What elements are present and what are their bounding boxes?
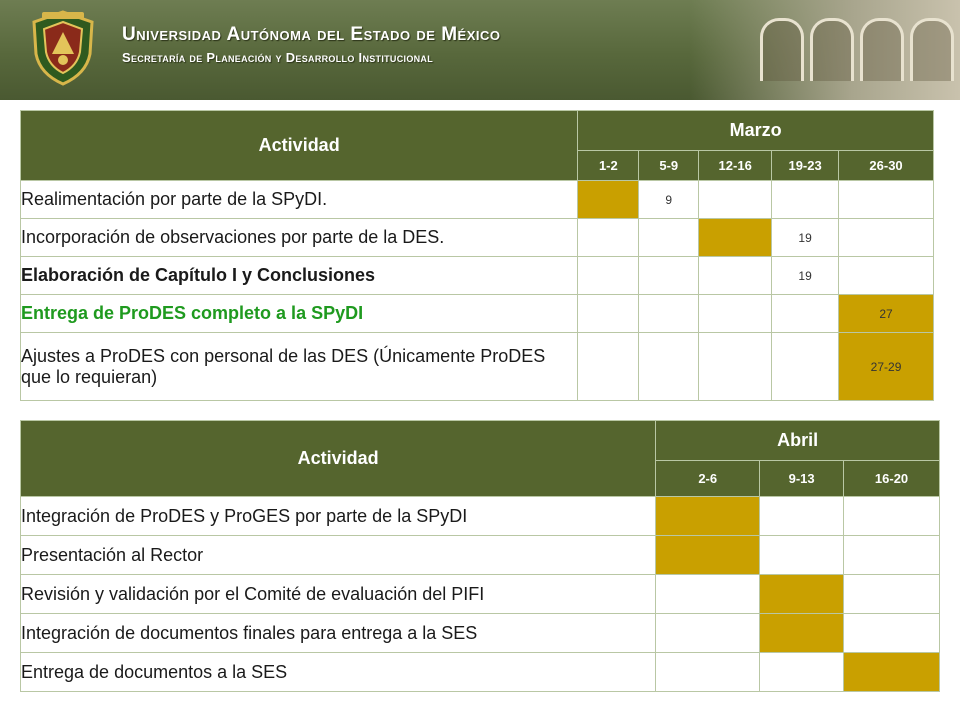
week-header: 12-16 (699, 151, 772, 181)
activity-cell: Presentación al Rector (21, 536, 656, 575)
university-title: Universidad Autónoma del Estado de México (122, 24, 501, 45)
building-photo (690, 0, 960, 100)
schedule-cell-filled (844, 653, 940, 692)
table-row (21, 333, 934, 401)
schedule-cell-filled (699, 219, 772, 257)
schedule-cell-filled (760, 614, 844, 653)
table-row (21, 219, 934, 257)
table-row (21, 257, 934, 295)
schedule-cell (639, 333, 699, 401)
schedule-cell (839, 257, 934, 295)
schedule-cell (760, 653, 844, 692)
arch-shape (910, 18, 954, 81)
schedule-cell: 19 (772, 219, 839, 257)
university-crest-icon (28, 8, 98, 86)
activity-header: Actividad (21, 421, 656, 497)
schedule-cell (699, 295, 772, 333)
secretariat-subtitle: Secretaría de Planeación y Desarrollo Institucional (122, 50, 434, 65)
activity-cell: Incorporación de observaciones por parte de la DES. (21, 219, 578, 257)
activity-cell: Integración de ProDES y ProGES por parte de la SPyDI (21, 497, 656, 536)
schedule-cell (844, 614, 940, 653)
schedule-cell-filled (656, 497, 760, 536)
schedule-cell (639, 295, 699, 333)
table-row (21, 653, 940, 692)
schedule-cell-filled: 27-29 (839, 333, 934, 401)
schedule-cell (844, 536, 940, 575)
week-header: 1-2 (578, 151, 639, 181)
schedule-table-abril (20, 420, 940, 692)
schedule-cell (772, 295, 839, 333)
arch-shape (760, 18, 804, 81)
arch-shape (860, 18, 904, 81)
activity-header: Actividad (21, 111, 578, 181)
schedule-cell (578, 333, 639, 401)
activity-cell: Elaboración de Capítulo I y Conclusiones (21, 257, 578, 295)
schedule-cell-filled (578, 181, 639, 219)
week-header: 5-9 (639, 151, 699, 181)
month-header: Marzo (578, 111, 934, 151)
table-row (21, 295, 934, 333)
schedule-cell (772, 333, 839, 401)
schedule-cell (839, 219, 934, 257)
table-row (21, 536, 940, 575)
table-row (21, 614, 940, 653)
week-header: 2-6 (656, 461, 760, 497)
schedule-cell (699, 181, 772, 219)
schedule-cell: 19 (772, 257, 839, 295)
week-header: 9-13 (760, 461, 844, 497)
activity-cell: Ajustes a ProDES con personal de las DES (Únicamente ProDES que lo requieran) (21, 333, 578, 401)
schedule-cell (639, 219, 699, 257)
schedule-cell (639, 257, 699, 295)
schedule-cell-filled (656, 536, 760, 575)
schedule-cell (844, 575, 940, 614)
table-row (21, 575, 940, 614)
schedule-cell (839, 181, 934, 219)
schedule-table-marzo (20, 110, 934, 401)
activity-cell: Integración de documentos finales para entrega a la SES (21, 614, 656, 653)
schedule-cell (699, 257, 772, 295)
schedule-cell (656, 614, 760, 653)
schedule-cell (578, 257, 639, 295)
schedule-cell-filled (760, 575, 844, 614)
table-row (21, 181, 934, 219)
week-header: 16-20 (844, 461, 940, 497)
header-banner (0, 0, 960, 100)
schedule-cell: 9 (639, 181, 699, 219)
activity-cell: Realimentación por parte de la SPyDI. (21, 181, 578, 219)
schedule-cell (656, 653, 760, 692)
table-row (21, 497, 940, 536)
month-header: Abril (656, 421, 940, 461)
schedule-cell (656, 575, 760, 614)
activity-cell: Revisión y validación por el Comité de evaluación del PIFI (21, 575, 656, 614)
schedule-cell (760, 497, 844, 536)
week-header: 26-30 (839, 151, 934, 181)
schedule-cell (578, 295, 639, 333)
arch-shape (810, 18, 854, 81)
activity-cell: Entrega de ProDES completo a la SPyDI (21, 295, 578, 333)
schedule-cell-filled: 27 (839, 295, 934, 333)
schedule-cell (699, 333, 772, 401)
schedule-cell (760, 536, 844, 575)
schedule-cell (772, 181, 839, 219)
schedule-cell (844, 497, 940, 536)
schedule-cell (578, 219, 639, 257)
week-header: 19-23 (772, 151, 839, 181)
activity-cell: Entrega de documentos a la SES (21, 653, 656, 692)
